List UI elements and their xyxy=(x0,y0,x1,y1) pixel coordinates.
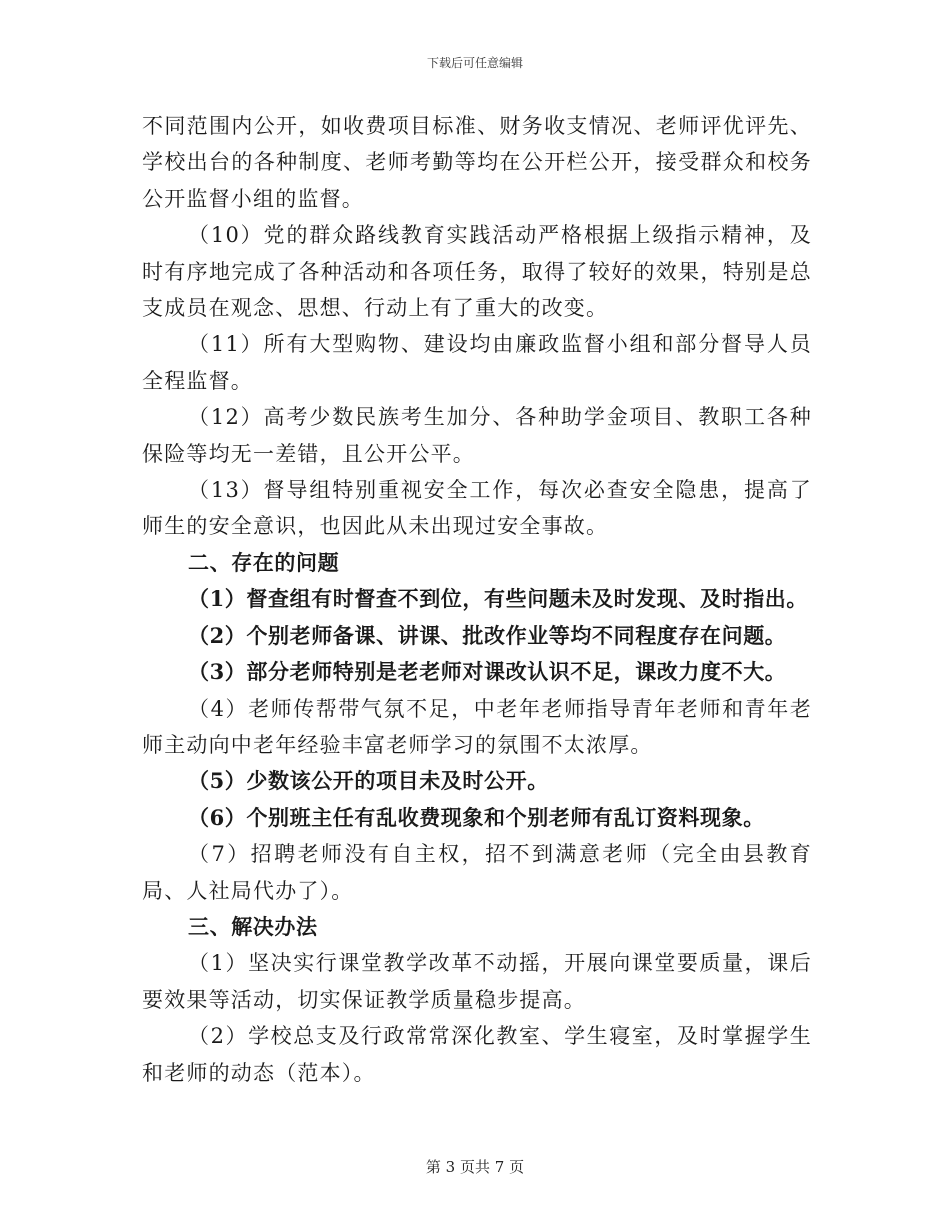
paragraph: 不同范围内公开，如收费项目标准、财务收支情况、老师评优评先、学校出台的各种制度、老师考勤等均在公开栏公开，接受群众和校务公开监督小组的监督。 xyxy=(142,114,812,211)
document-body xyxy=(142,108,812,1091)
paragraph: （10）党的群众路线教育实践活动严格根据上级指示精神，及时有序地完成了各种活动和各项任务，取得了较好的效果，特别是总支成员在观念、思想、行动上有了重大的改变。 xyxy=(142,223,812,321)
paragraph: （13）督导组特别重视安全工作，每次必查安全隐患，提高了师生的安全意识，也因此从未出现过安全事故。 xyxy=(142,478,812,539)
paragraph: （7）招聘老师没有自主权，招不到满意老师（完全由县教育局、人社局代办了）。 xyxy=(142,842,812,903)
paragraph: （4）老师传帮带气氛不足，中老年老师指导青年老师和青年老师主动向中老年经验丰富老师学习的氛围不太浓厚。 xyxy=(142,696,812,757)
section-heading: 二、存在的问题 xyxy=(188,549,340,575)
page-footer: 第 3 页共 7 页 xyxy=(425,1158,525,1176)
paragraph: （6）个别班主任有乱收费现象和个别老师有乱订资料现象。 xyxy=(188,804,765,830)
paragraph: （1）督查组有时督查不到位，有些问题未及时发现、及时指出。 xyxy=(188,586,809,612)
paragraph: （3）部分老师特别是老老师对课改认识不足，课改力度不大。 xyxy=(188,659,787,685)
section-heading: 三、解决办法 xyxy=(188,913,318,939)
paragraph: （11）所有大型购物、建设均由廉政监督小组和部分督导人员全程监督。 xyxy=(142,332,812,393)
paragraph: （12）高考少数民族考生加分、各种助学金项目、教职工各种保险等均无一差错，且公开公平。 xyxy=(142,405,812,466)
page-header: 下载后可任意编辑 xyxy=(426,56,523,70)
paragraph: （2）个别老师备课、讲课、批改作业等均不同程度存在问题。 xyxy=(188,622,787,648)
paragraph: （1）坚决实行课堂教学改革不动摇，开展向课堂要质量，课后要效果等活动，切实保证教学质量稳步提高。 xyxy=(142,951,812,1012)
paragraph: （5）少数该公开的项目未及时公开。 xyxy=(188,768,549,794)
paragraph: （2）学校总支及行政常常深化教室、学生寝室，及时掌握学生和老师的动态（范本）。 xyxy=(142,1024,812,1085)
